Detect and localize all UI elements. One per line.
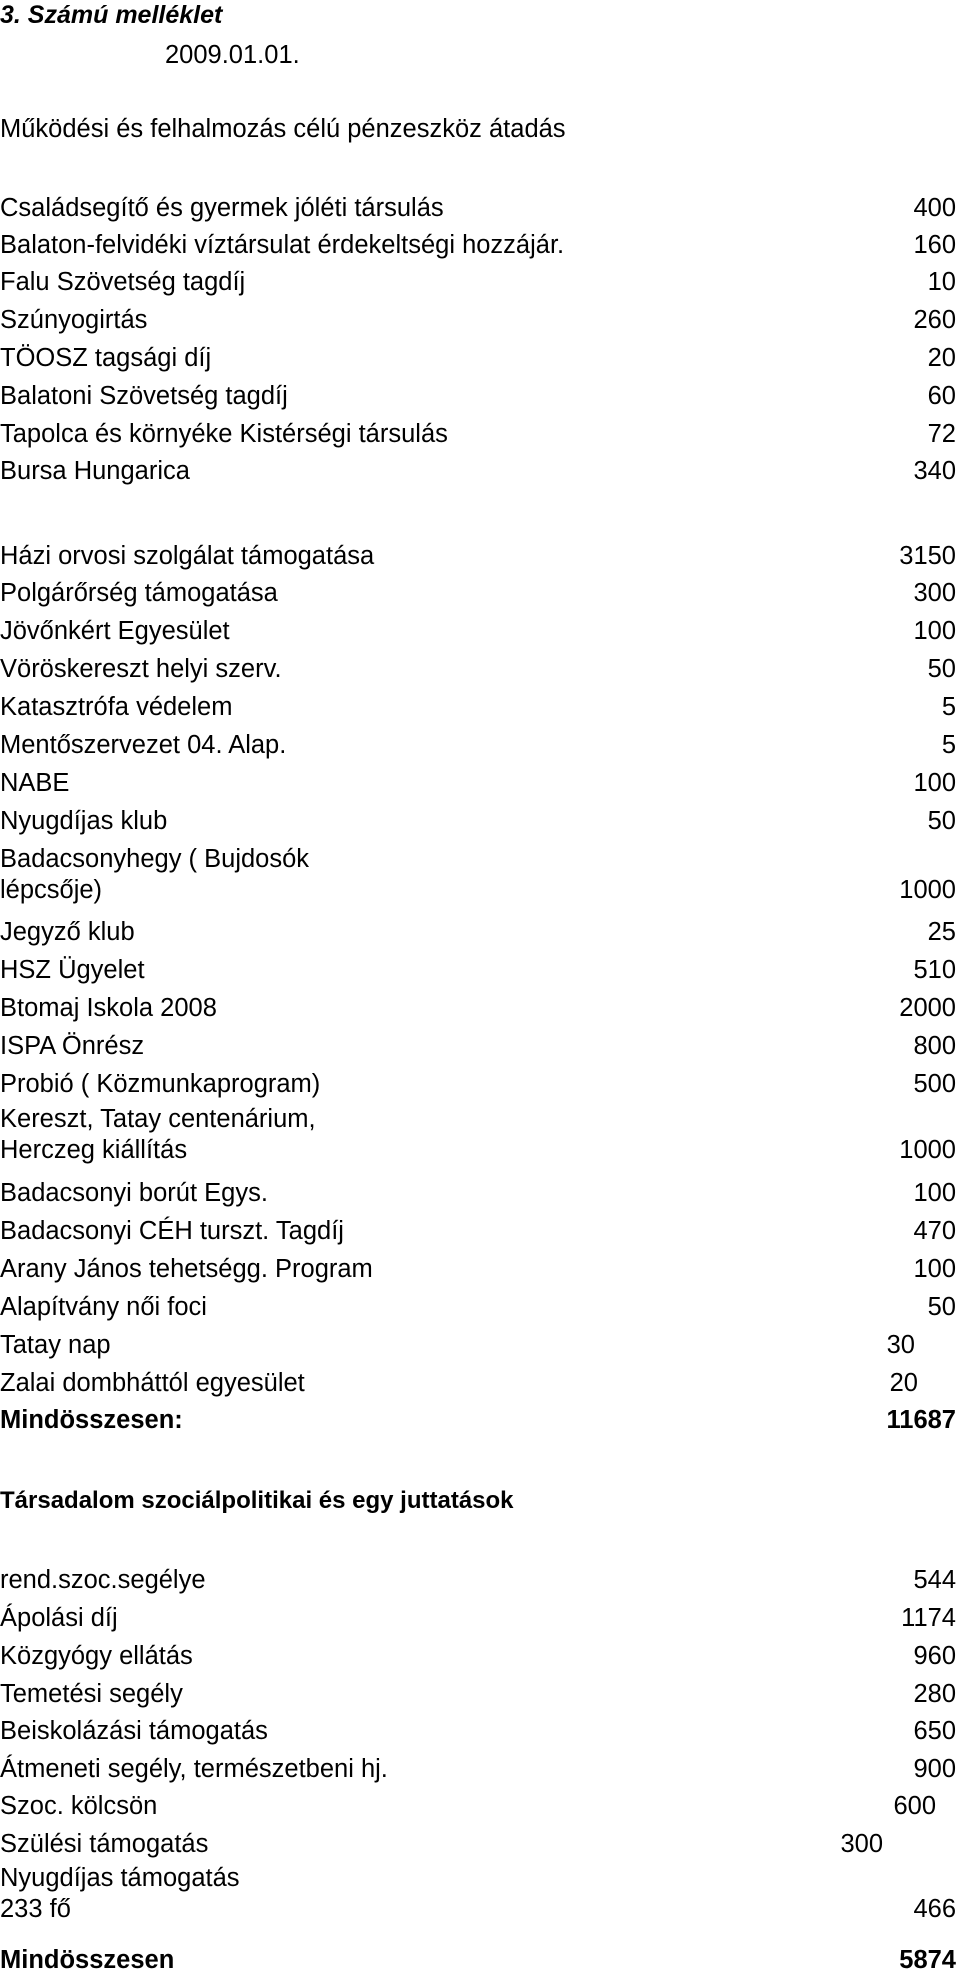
table-row [0, 1031, 956, 1061]
row-value: 50 [927, 655, 956, 683]
total-value: 11687 [886, 1406, 956, 1434]
total-row [0, 1945, 956, 1975]
table-row [0, 1863, 956, 1925]
row-label: Temetési segély [0, 1680, 183, 1708]
row-value: 50 [927, 807, 956, 835]
row-value: 650 [913, 1717, 956, 1745]
table-row [0, 1292, 956, 1322]
row-value: 60 [927, 382, 956, 410]
table-row [0, 1565, 956, 1595]
row-value: 400 [913, 194, 956, 222]
row-value: 300 [840, 1830, 883, 1858]
table-row [0, 230, 956, 260]
row-label: HSZ Ügyelet [0, 956, 145, 984]
row-label: Beiskolázási támogatás [0, 1717, 268, 1745]
row-label: Falu Szövetség tagdíj [0, 268, 246, 296]
row-label: Arany János tehetségg. Program [0, 1255, 373, 1283]
row-label: rend.szoc.segélye [0, 1566, 206, 1594]
table-row [0, 993, 956, 1023]
row-label-line1: Nyugdíjas támogatás [0, 1864, 240, 1892]
row-label: Mentőszervezet 04. Alap. [0, 731, 287, 759]
row-value: 280 [913, 1680, 956, 1708]
row-value: 50 [927, 1293, 956, 1321]
row-value: 160 [913, 231, 956, 259]
row-label: NABE [0, 769, 70, 797]
table-row [0, 654, 956, 684]
row-label: ISPA Önrész [0, 1032, 145, 1060]
table-row [0, 1791, 936, 1821]
row-label: Családsegítő és gyermek jóléti társulás [0, 194, 444, 222]
table-row [0, 1104, 956, 1166]
table-row [0, 1330, 915, 1360]
row-value: 30 [886, 1331, 915, 1359]
row-label [0, 1104, 316, 1166]
row-value: 600 [893, 1792, 936, 1820]
row-label: Bursa Hungarica [0, 457, 190, 485]
row-label: Alapítvány női foci [0, 1293, 207, 1321]
table-row [0, 1679, 956, 1709]
table-row [0, 768, 956, 798]
table-row [0, 806, 956, 836]
row-value: 3150 [899, 542, 956, 570]
row-value: 260 [913, 306, 956, 334]
row-label: Btomaj Iskola 2008 [0, 994, 217, 1022]
section2-title: Társadalom szociálpolitikai és egy juttatások [0, 1487, 514, 1514]
table-row [0, 541, 956, 571]
row-value: 2000 [899, 994, 956, 1022]
row-label-line1: Kereszt, Tatay centenárium, [0, 1105, 316, 1133]
row-label: Tatay nap [0, 1331, 111, 1359]
table-row [0, 1716, 956, 1746]
row-label: Átmeneti segély, természetbeni hj. [0, 1755, 388, 1783]
table-row [0, 730, 956, 760]
table-row [0, 1178, 956, 1208]
row-label: Közgyógy ellátás [0, 1642, 193, 1670]
row-label: Balaton-felvidéki víztársulat érdekeltségi hozzájár. [0, 231, 565, 259]
document-date: 2009.01.01. [165, 41, 300, 69]
table-row [0, 578, 956, 608]
row-value: 510 [913, 956, 956, 984]
row-label-line2: lépcsője) [0, 876, 103, 904]
total-label: Mindösszesen: [0, 1406, 183, 1434]
row-label: Tapolca és környéke Kistérségi társulás [0, 420, 448, 448]
row-value: 20 [889, 1369, 918, 1397]
row-value: 25 [927, 918, 956, 946]
row-label: Szúnyogirtás [0, 306, 148, 334]
row-value: 10 [927, 268, 956, 296]
row-label: Vöröskereszt helyi szerv. [0, 655, 282, 683]
table-row [0, 1069, 956, 1099]
row-value: 544 [913, 1566, 956, 1594]
row-value: 1000 [899, 1136, 956, 1164]
table-row [0, 419, 956, 449]
row-label: TÖOSZ tagsági díj [0, 344, 212, 372]
row-label: Balatoni Szövetség tagdíj [0, 382, 288, 410]
table-row [0, 1368, 918, 1398]
row-value: 466 [913, 1895, 956, 1923]
row-label: Nyugdíjas klub [0, 807, 168, 835]
row-value: 470 [913, 1217, 956, 1245]
row-label: Badacsonyi CÉH turszt. Tagdíj [0, 1217, 344, 1245]
row-label [0, 1863, 240, 1925]
table-row [0, 917, 956, 947]
table-row [0, 616, 956, 646]
table-row [0, 381, 956, 411]
row-value: 100 [913, 769, 956, 797]
row-value: 5 [941, 731, 956, 759]
row-label [0, 844, 309, 906]
row-label: Zalai dombháttól egyesület [0, 1369, 305, 1397]
attachment-title: 3. Számú melléklet [0, 1, 223, 29]
row-value: 100 [913, 617, 956, 645]
table-row [0, 193, 956, 223]
table-row [0, 343, 956, 373]
table-row [0, 1603, 956, 1633]
total-row [0, 1405, 956, 1435]
row-value: 20 [927, 344, 956, 372]
table-row [0, 305, 956, 335]
row-label: Polgárőrség támogatása [0, 579, 278, 607]
row-label-line2: 233 fő [0, 1895, 71, 1923]
row-label: Szülési támogatás [0, 1830, 209, 1858]
row-value: 500 [913, 1070, 956, 1098]
row-value: 1000 [899, 876, 956, 904]
row-value: 5 [941, 693, 956, 721]
row-label: Házi orvosi szolgálat támogatása [0, 542, 375, 570]
row-value: 100 [913, 1179, 956, 1207]
row-label: Szoc. kölcsön [0, 1792, 158, 1820]
table-row [0, 1641, 956, 1671]
total-value: 5874 [899, 1946, 956, 1974]
row-value: 900 [913, 1755, 956, 1783]
row-value: 800 [913, 1032, 956, 1060]
row-label: Jegyző klub [0, 918, 135, 946]
table-row [0, 1254, 956, 1284]
row-label: Katasztrófa védelem [0, 693, 233, 721]
row-label: Ápolási díj [0, 1604, 118, 1632]
row-value: 100 [913, 1255, 956, 1283]
row-value: 300 [913, 579, 956, 607]
table-row [0, 1754, 956, 1784]
table-row [0, 1216, 956, 1246]
row-label: Probió ( Közmunkaprogram) [0, 1070, 321, 1098]
row-label: Badacsonyi borút Egys. [0, 1179, 268, 1207]
row-label-line1: Badacsonyhegy ( Bujdosók [0, 845, 310, 873]
total-label: Mindösszesen [0, 1946, 175, 1974]
row-label-line2: Herczeg kiállítás [0, 1136, 188, 1164]
table-row [0, 456, 956, 486]
table-row [0, 267, 956, 297]
row-value: 340 [913, 457, 956, 485]
section1-title: Működési és felhalmozás célú pénzeszköz átadás [0, 115, 566, 143]
row-label: Jövőnkért Egyesület [0, 617, 230, 645]
table-row [0, 844, 956, 906]
row-value: 72 [927, 420, 956, 448]
row-value: 1174 [901, 1604, 956, 1632]
table-row [0, 955, 956, 985]
table-row [0, 692, 956, 722]
table-row [0, 1829, 883, 1859]
row-value: 960 [913, 1642, 956, 1670]
